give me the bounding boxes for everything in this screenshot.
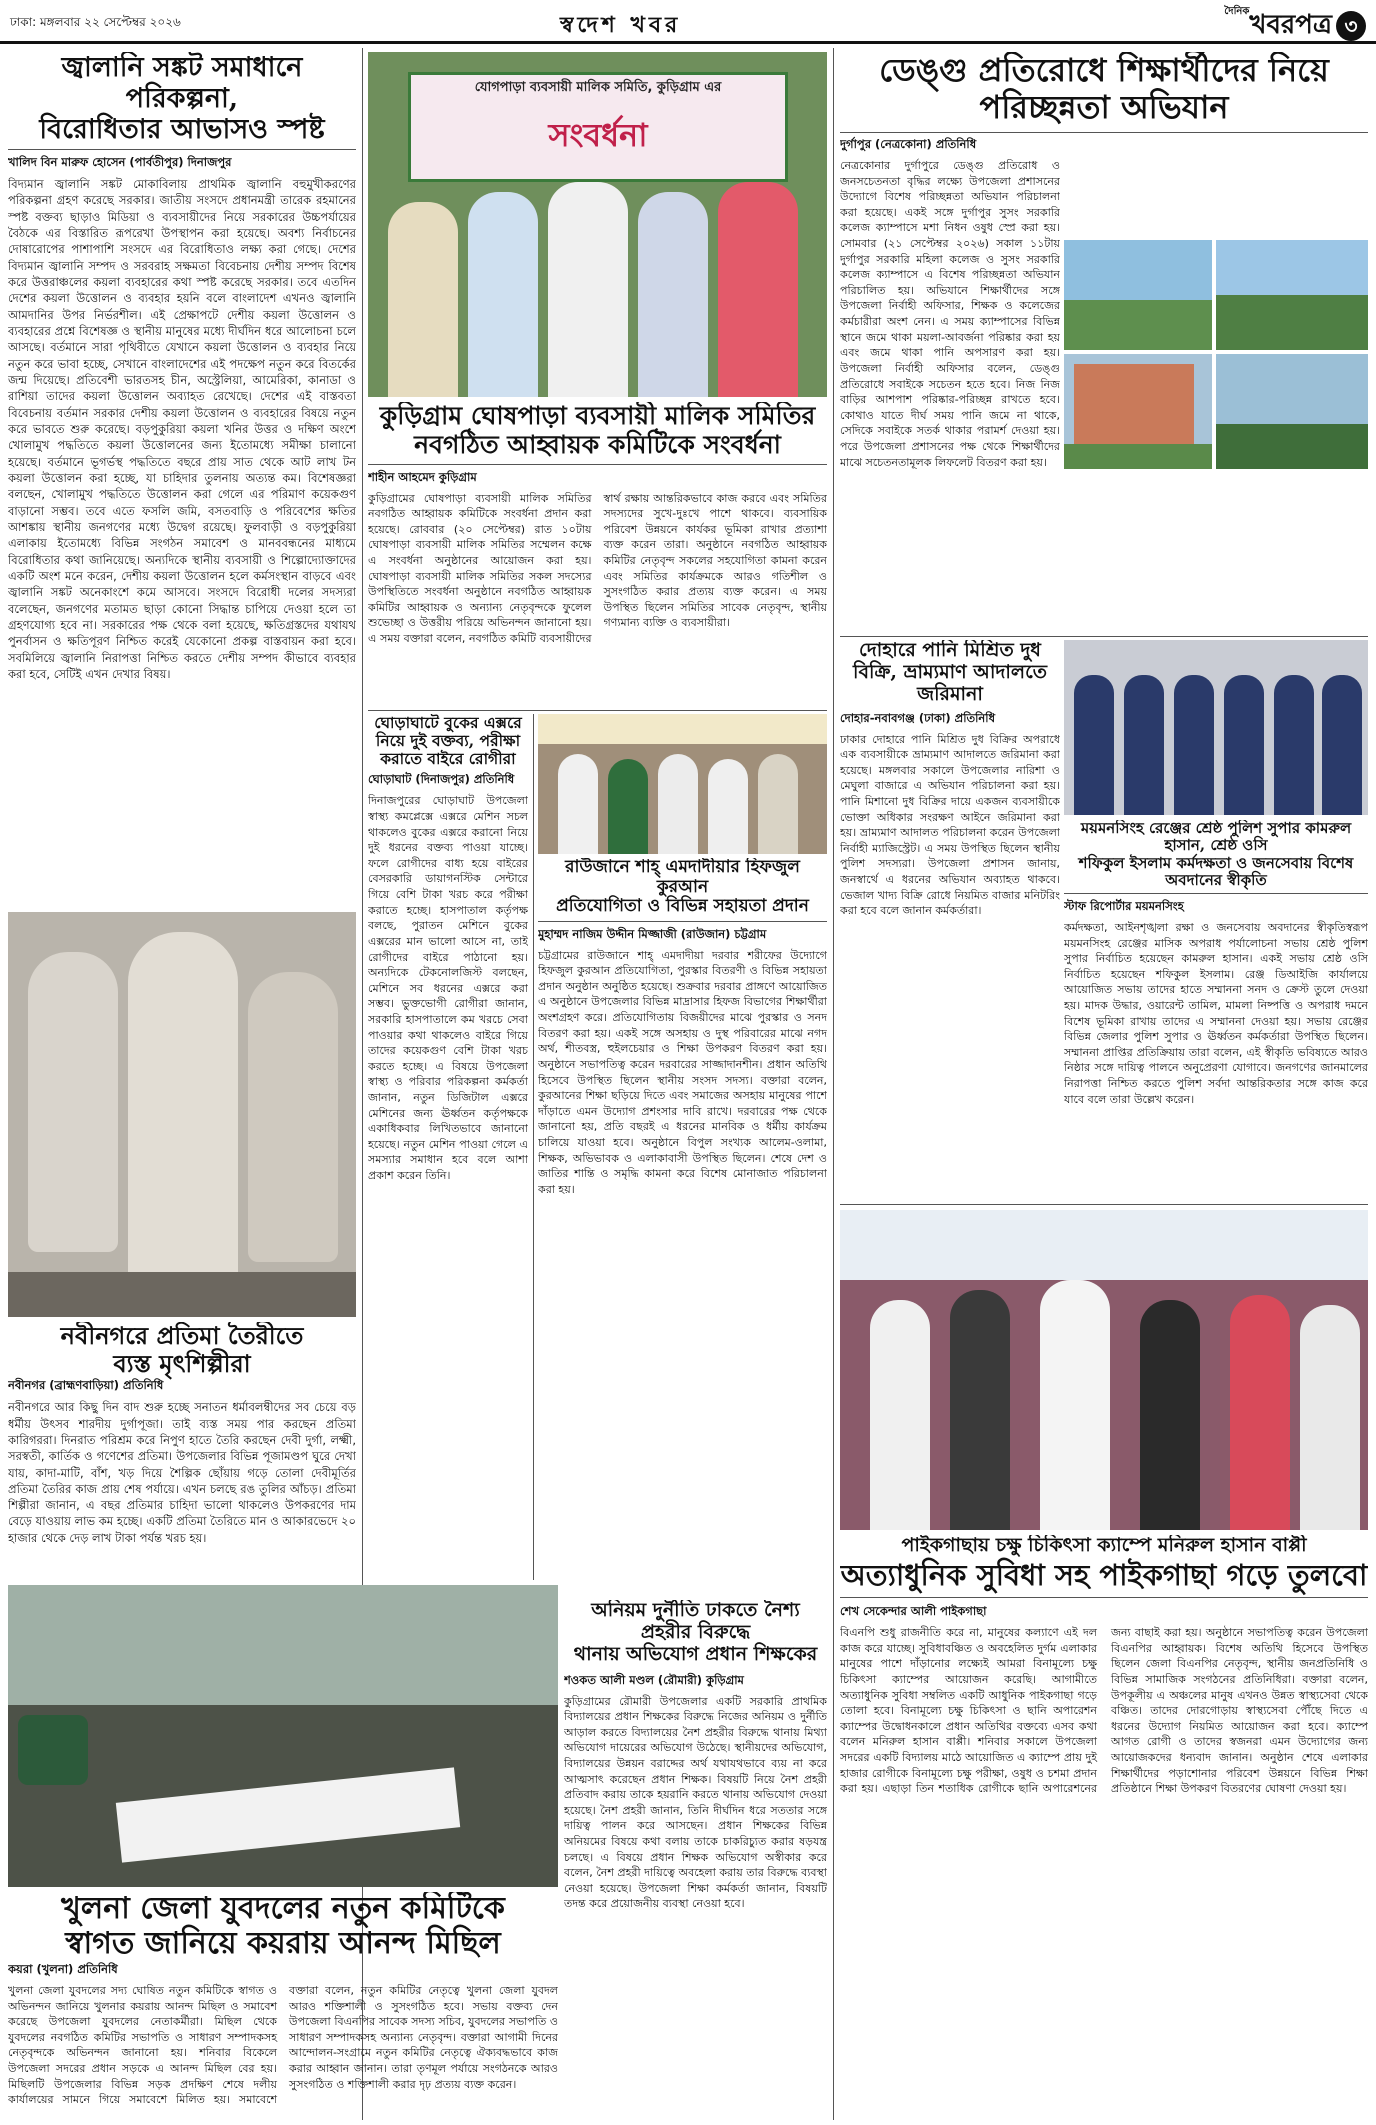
article-byline: শেখ সেকেন্দার আলী পাইকগাছা — [840, 1604, 987, 1619]
headline-line: ময়মনসিংহ রেঞ্জের শ্রেষ্ঠ পুলিশ সুপার কামরুল হাসান, শ্রেষ্ঠ ওসি — [1080, 820, 1352, 855]
article-kurigram — [368, 402, 827, 707]
kurigram-photo — [368, 52, 827, 397]
article-byline: নবীনগর (ব্রাহ্মণবাড়িয়া) প্রতিনিধি — [8, 1378, 164, 1393]
dengue-photo — [1064, 240, 1212, 350]
dengue-photo — [1064, 354, 1212, 469]
article-dengue — [840, 136, 1060, 631]
masthead — [1224, 4, 1366, 44]
article-police — [1064, 820, 1368, 1200]
article-byline: কয়রা (খুলনা) প্রতিনিধি — [8, 1962, 118, 1976]
headline-line: অনিয়ম দুর্নীতি ঢাকতে নৈশ্য প্রহরীর বিরুদ্ধে — [591, 1600, 800, 1643]
article-headline — [840, 52, 1368, 126]
headline-line: রাউজানে শাহ্ এমদাদীয়ার হিফজুল কুরআন — [565, 858, 800, 897]
paikgacha-photo — [840, 1210, 1368, 1530]
article-headline — [538, 858, 827, 917]
article-body: কুড়িগ্রামের ঘোষপাড়া ব্যবসায়ী মালিক সমিতির নবগঠিত আহ্বায়ক কমিটিকে সংবর্ধনা প্রদান করা হয়েছে। রোববার (২০ সেপ্টেম্বর) রাত ১০টায় ঘোষপাড়া ব্যবসায়ী মালিক সমিতির সম্মেলন কক্ষে এ সংবর্ধনা অনুষ্ঠানের আয়োজন করা হয়। ঘোষপাড়া ব্যবসায়ী মালিক সমিতির সকল সদস্যের উপস্থিতিতে সংবর্ধনা অনুষ্ঠানে নবগঠিত আহ্বায়ক কমিটির আহ্বায়ক ও অন্যান্য নেতৃবৃন্দকে ফুলেল শুভেচ্ছা ও উত্তরীয় পরিয়ে অভিনন্দন জানানো হয়। এ সময় বক্তারা বলেন, নবগঠিত কমিটি ব্যবসায়ীদের স্বার্থ রক্ষায় আন্তরিকভাবে কাজ করবে এবং সমিতির সদস্যদের সুখে-দুঃখে পাশে থাকবে। ব্যবসায়িক পরিবেশ উন্নয়নে কার্যকর ভূমিকা রাখার প্রত্যাশা ব্যক্ত করেন তারা। অনুষ্ঠানে নবগঠিত আহ্বায়ক কমিটির নেতৃবৃন্দ সকলের সহযোগিতা কামনা করেন এবং সমিতির কার্যক্রমকে আরও গতিশীল ও সুসংগঠিত করার প্রত্যয় ব্যক্ত করেন। এ সময় উপস্থিত ছিলেন সমিতির সাবেক নেতৃবৃন্দ, স্থানীয় গণ্যমান্য ব্যক্তি ও ব্যবসায়ীরা। — [368, 491, 827, 645]
article-byline: দুর্গাপুর (নেত্রকোনা) প্রতিনিধি — [840, 137, 977, 151]
headline-line: খুলনা জেলা যুবদলের নতুন কমিটিকে — [61, 1892, 505, 1926]
article-byline: শাহীন আহমেদ কুড়িগ্রাম — [368, 469, 477, 484]
article-byline: স্টাফ রিপোর্টার ময়মনসিংহ — [1064, 899, 1184, 913]
article-headline — [564, 1600, 827, 1666]
article-headline — [368, 402, 827, 460]
masthead-small: দৈনিক — [1224, 6, 1250, 17]
section-title: স্বদেশ খবর — [560, 12, 682, 38]
article-body: নেত্রকোনার দুর্গাপুরে ডেঙ্গু প্রতিরোধ ও জনসচেতনতা বৃদ্ধির লক্ষ্যে উপজেলা প্রশাসনের উদ্যোগে বিশেষ পরিচ্ছন্নতা অভিযান পরিচালনা করা হয়েছে। একই সঙ্গে দুর্গাপুর সুসং সরকারি কলেজ ক্যাম্পাসে মশা নিধন ওষুধ স্প্রে করা হয়। সোমবার (২১ সেপ্টেম্বর ২০২৬) সকাল ১১টায় দুর্গাপুর সরকারি মহিলা কলেজ ও সুসং সরকারি কলেজ ক্যাম্পাসে এ বিশেষ পরিচ্ছন্নতা অভিযান পরিচালিত হয়। অভিযানে শিক্ষার্থীদের সঙ্গে উপজেলা নির্বাহী অফিসার, শিক্ষক ও কলেজের কর্মচারীরা অংশ নেন। এ সময় ক্যাম্পাসের বিভিন্ন স্থানে জমে থাকা ময়লা-আবর্জনা পরিষ্কার করা হয় এবং জমে থাকা পানি অপসারণ করা হয়। উপজেলা নির্বাহী অফিসার বলেন, ডেঙ্গু প্রতিরোধে সবাইকে সচেতন হতে হবে। নিজ নিজ বাড়ির আশপাশ পরিষ্কার-পরিচ্ছন্ন রাখতে হবে। কোথাও যাতে দীর্ঘ সময় পানি জমে না থাকে, সেদিকে সবাইকে সতর্ক থাকার পরামর্শ দেওয়া হয়। পরে উপজেলা প্রশাসনের পক্ষ থেকে শিক্ষার্থীদের মাঝে সচেতনতামূলক লিফলেট বিতরণ করা হয়। — [840, 159, 1060, 469]
headline-line: নবগঠিত আহ্বায়ক কমিটিকে সংবর্ধনা — [414, 429, 781, 459]
article-subheadline: পাইকগাছায় চক্ষু চিকিৎসা ক্যাম্পে মনিরুল হাসান বাপ্পী — [901, 1535, 1307, 1556]
banner-text: যোগপাড়া ব্যবসায়ী মালিক সমিতি, কুড়িগ্রাম এর — [474, 80, 722, 95]
article-body: নবীনগরে আর কিছু দিন বাদ শুরু হচ্ছে সনাতন ধর্মাবলম্বীদের সব চেয়ে বড় ধর্মীয় উৎসব শারদীয় দুর্গাপূজা। তাই ব্যস্ত সময় পার করছেন প্রতিমা কারিগররা। দিনরাত পরিশ্রম করে নিপুণ হাতে তৈরি করছেন দেবী দুর্গা, লক্ষ্মী, সরস্বতী, কার্তিক ও গণেশের প্রতিমা। উপজেলার বিভিন্ন পূজামণ্ডপ ঘুরে দেখা যায়, কাদা-মাটি, বাঁশ, খড় দিয়ে শৈল্পিক ছোঁয়ায় গড়ে তোলা দেবীমূর্তির প্রতিমা তৈরির কাজ প্রায় শেষ পর্যায়ে। এখন চলছে রঙ তুলির আঁচড়। প্রতিমা শিল্পীরা জানান, এ বছর প্রতিমার চাহিদা ভালো থাকলেও উপকরণের দাম বেড়ে যাওয়ায় লাভ কম হচ্ছে। একটি প্রতিমা তৈরিতে মান ও আকারভেদে ২০ হাজার থেকে দেড় লাখ টাকা পর্যন্ত খরচ হয়। — [8, 1400, 356, 1545]
article-body: কুড়িগ্রামের রৌমারী উপজেলার একটি সরকারি প্রাথমিক বিদ্যালয়ের প্রধান শিক্ষকের বিরুদ্ধে নিজের অনিয়ম ও দুর্নীতি আড়াল করতে বিদ্যালয়ের নৈশ প্রহরীর বিরুদ্ধে থানায় মিথ্যা অভিযোগ দায়েরের অভিযোগ উঠেছে। স্থানীয়দের অভিযোগ, বিদ্যালয়ের উন্নয়ন বরাদ্দের অর্থ যথাযথভাবে ব্যয় না করে আত্মসাৎ করেছেন প্রধান শিক্ষক। বিষয়টি নিয়ে নৈশ প্রহরী প্রতিবাদ করায় তাকে হয়রানি করতে থানায় অভিযোগ দেওয়া হয়েছে। নৈশ প্রহরী জানান, তিনি দীর্ঘদিন ধরে সততার সঙ্গে দায়িত্ব পালন করে আসছেন। প্রধান শিক্ষকের বিভিন্ন অনিয়মের বিষয়ে কথা বলায় তাকে চাকরিচ্যুত করার ষড়যন্ত্র চলছে। এ বিষয়ে প্রধান শিক্ষক অভিযোগ অস্বীকার করে বলেন, নৈশ প্রহরী দায়িত্বে অবহেলা করায় তার বিরুদ্ধে ব্যবস্থা নেওয়া হয়েছে। উপজেলা শিক্ষা কর্মকর্তা জানান, বিষয়টি তদন্ত করে প্রয়োজনীয় ব্যবস্থা নেওয়া হবে। — [564, 1694, 827, 1911]
headline-line: শফিকুল ইসলাম কর্মদক্ষতা ও জনসেবায় বিশেষ অবদানের স্বীকৃতি — [1078, 853, 1354, 889]
article-headline: দোহারে পানি মিশ্রিত দুধ বিক্রি, ভ্রাম্যমাণ আদালতে জরিমানা — [853, 640, 1047, 705]
headline-line: পরিচ্ছন্নতা অভিযান — [979, 87, 1229, 126]
raozan-photo — [538, 714, 827, 854]
article-dengue-continued — [1064, 474, 1368, 634]
article-milk — [840, 640, 1060, 1200]
headline-line: কুড়িগ্রাম ঘোষপাড়া ব্যবসায়ী মালিক সমিতির — [379, 402, 816, 430]
procession-photo — [8, 1585, 558, 1887]
article-khulna — [8, 1892, 558, 2120]
dengue-photo — [1216, 240, 1368, 350]
headline-line: ব্যস্ত মৃৎশিল্পীরা — [113, 1348, 251, 1378]
article-body: দিনাজপুরের ঘোড়াঘাট উপজেলা স্বাস্থ্য কমপ্লেক্সে এক্সরে মেশিন সচল থাকলেও বুকের এক্সরে করানো নিয়ে দুই ধরনের বক্তব্য পাওয়া যাচ্ছে। ফলে রোগীদের বাধ্য হয়ে বাইরের বেসরকারি ডায়াগনস্টিক সেন্টারে গিয়ে বেশি টাকা খরচ করে পরীক্ষা করাতে হচ্ছে। হাসপাতাল কর্তৃপক্ষ বলছে, পুরাতন মেশিনে বুকের এক্সরের মান ভালো আসে না, তাই রোগীদের বাইরে পাঠানো হয়। অন্যদিকে টেকনোলজিস্ট বলছেন, মেশিনে সব ধরনের এক্সরে করা সম্ভব। ভুক্তভোগী রোগীরা জানান, সরকারি হাসপাতালে কম খরচে সেবা পাওয়ার কথা থাকলেও বাইরে গিয়ে তাদের কয়েকগুণ বেশি টাকা খরচ করতে হচ্ছে। এ বিষয়ে উপজেলা স্বাস্থ্য ও পরিবার পরিকল্পনা কর্মকর্তা জানান, নতুন ডিজিটাল এক্সরে মেশিনের জন্য ঊর্ধ্বতন কর্তৃপক্ষকে একাধিকবার লিখিতভাবে জানানো হয়েছে। নতুন মেশিন পাওয়া গেলে এ সমস্যার সমাধান হবে বলে আশা প্রকাশ করেন তিনি। — [368, 794, 528, 1183]
article-paikgacha — [840, 1535, 1368, 2120]
article-corruption — [564, 1600, 827, 2120]
article-headline — [1064, 820, 1368, 889]
headline-line: ডেঙ্গু প্রতিরোধে শিক্ষার্থীদের নিয়ে — [879, 52, 1329, 89]
article-byline: শওকত আলী মণ্ডল (রৌমারী) কুড়িগ্রাম — [564, 1672, 744, 1687]
article-headline — [8, 52, 356, 145]
column-rule — [833, 48, 834, 2120]
article-headline: ঘোড়াঘাটে বুকের এক্সরে নিয়ে দুই বক্তব্য, পরীক্ষা করাতে বাইরে রোগীরা — [374, 714, 522, 768]
masthead-title: খবরপত্র — [1249, 10, 1332, 40]
article-raozan — [538, 858, 827, 1570]
dengue-photo — [1216, 354, 1368, 469]
page-number: ৩ — [1336, 11, 1366, 41]
article-body: ঢাকার দোহারে পানি মিশ্রিত দুধ বিক্রির অপরাধে এক ব্যবসায়ীকে ভ্রাম্যমাণ আদালতে জরিমানা করা হয়েছে। মঙ্গলবার সকালে উপজেলার নারিশা ও মেঘুলা বাজারে এ অভিযান পরিচালনা করা হয়। পানি মিশানো দুধ বিক্রির দায়ে একজন ব্যবসায়ীকে ভোক্তা অধিকার সংরক্ষণ আইনে জরিমানা করা হয়। ভ্রাম্যমাণ আদালত পরিচালনা করেন উপজেলা নির্বাহী ম্যাজিস্ট্রেট। এ সময় উপস্থিত ছিলেন স্থানীয় পুলিশ সদস্যরা। উপজেলা প্রশাসন জানায়, জনস্বার্থে এ ধরনের অভিযান অব্যাহত থাকবে। ভেজাল খাদ্য বিক্রি রোধে নিয়মিত বাজার মনিটরিং করা হবে বলে জানান কর্মকর্তারা। — [840, 732, 1060, 918]
article-ghoraghat — [368, 714, 528, 1580]
dateline: ঢাকা: মঙ্গলবার ২২ সেপ্টেম্বর ২০২৬ — [10, 15, 181, 29]
article-byline: ঘোড়াঘাট (দিনাজপুর) প্রতিনিধি — [368, 772, 515, 787]
article-byline: মুহাম্মদ নাজিম উদ্দীন মিজ্জাজী (রাউজান) চট্টগ্রাম — [538, 926, 767, 941]
article-byline: দোহার-নবাবগঞ্জ (ঢাকা) প্রতিনিধি — [840, 710, 996, 725]
headline-line: জ্বালানি সঙ্কট সমাধানে পরিকল্পনা, — [61, 52, 303, 115]
article-body: বিদ্যমান জ্বালানি সঙ্কট মোকাবিলায় প্রাথমিক জ্বালানি বহুমুখীকরণের পরিকল্পনা গ্রহণ করেছে সরকার। জাতীয় সংসদে প্রধানমন্ত্রী তারেক রহমানের স্পষ্ট বক্তব্য ছাড়াও মিডিয়া ও ব্যবসায়ীদের নিয়ে সরকারের উচ্চপর্যায়ের বৈঠকে এর বিস্তারিত রূপরেখা উপস্থাপন করা হয়েছে। অবশ্য নির্বাচনের দোষারোপের পাশাপাশি সংসদে এর বিরোধিতাও লক্ষ্য করা গেছে। দেশের বিদ্যমান জ্বালানি সম্পদ ও সরবরাহ সক্ষমতা বিবেচনায় দেশীয় সম্পদ বিশেষ করে উত্তরাঞ্চলের কয়লা ব্যবহারের কথা স্পষ্ট করেছে সরকার। তবে এতদিন দেশের কয়লা উত্তোলন ও ব্যবহার হয়নি বলে বাংলাদেশ এখনও জ্বালানি আমদানির উপর নির্ভরশীল। এই প্রেক্ষাপটে দেশীয় কয়লা উত্তোলন ও ব্যবহারের প্রশ্নে বিশেষজ্ঞ ও স্থানীয় মানুষের মধ্যে দীর্ঘদিন ধরে আলোচনা চলে আসছে। বর্তমানে সারা পৃথিবীতে যেখানে কয়লা উত্তোলন ও ব্যবহার নিয়ে নতুন করে ভাবা হচ্ছে, সেখানে বাংলাদেশের এই পদক্ষেপ নতুন করে বিতর্কের জন্ম দিয়েছে। প্রতিবেশী ভারতসহ চীন, অস্ট্রেলিয়া, আমেরিকা, কানাডা ও রাশিয়া তাদের কয়লা উত্তোলন অব্যাহত রেখেছে। দেশের এই বাস্তবতা বিবেচনায় বর্তমান সরকার দেশীয় কয়লা উত্তোলন ও ব্যবহারের বিষয়ে নতুন করে ভাবতে শুরু করেছে। বড়পুকুরিয়া কয়লা খনির উত্তর ও দক্ষিণ অংশে খোলামুখ পদ্ধতিতে কয়লা উত্তোলনের জন্য ইতোমধ্যে সমীক্ষা চালানো হয়েছে। বর্তমানে ভূগর্ভস্থ পদ্ধতিতে বছরে প্রায় সাত থেকে আট লাখ টন কয়লা উত্তোলন করা হচ্ছে, যা চাহিদার তুলনায় অত্যন্ত কম। বিশেষজ্ঞরা বলছেন, খোলামুখ পদ্ধতিতে উত্তোলন করা গেলে এর পরিমাণ কয়েকগুণ বাড়ানো সম্ভব। তবে এতে ফসলি জমি, বসতবাড়ি ও পরিবেশের ক্ষতির আশঙ্কায় স্থানীয় জনগণের মধ্যে উদ্বেগ রয়েছে। ফুলবাড়ী ও বড়পুকুরিয়া এলাকায় ইতোমধ্যে বিভিন্ন সংগঠন সমাবেশ ও মানববন্ধনের মাধ্যমে বিরোধিতার কথা জানিয়েছে। অন্যদিকে স্থানীয় ব্যবসায়ী ও শিল্পোদ্যোক্তাদের একটি অংশ মনে করেন, দেশীয় কয়লা উত্তোলন হলে কর্মসংস্থান বাড়বে এবং জ্বালানি সঙ্কট অনেকাংশে কমে আসবে। সংসদে বিরোধী দলের সদস্যরা বলেছেন, জনগণের মতামত ছাড়া কোনো সিদ্ধান্ত চাপিয়ে দেওয়া হলে তা গ্রহণযোগ্য হবে না। সরকারের পক্ষ থেকে বলা হয়েছে, ক্ষতিগ্রস্তদের যথাযথ পুনর্বাসন ও ক্ষতিপূরণ নিশ্চিত করেই যেকোনো প্রকল্প বাস্তবায়ন করা হবে। সবমিলিয়ে জ্বালানি নিরাপত্তা নিশ্চিত করতে দেশীয় সম্পদ কীভাবে ব্যবহার করা হবে, সেটিই এখন দেখার বিষয়। — [8, 177, 356, 681]
page-header — [0, 0, 1376, 44]
article-body: চট্টগ্রামের রাউজানে শাহ্ এমদাদীয়া দরবার শরীফের উদ্যোগে হিফজুল কুরআন প্রতিযোগিতা, পুরস্কার বিতরণী ও বিভিন্ন সহায়তা প্রদান অনুষ্ঠান অনুষ্ঠিত হয়েছে। শুক্রবার দরবার প্রাঙ্গণে আয়োজিত এ অনুষ্ঠানে উপজেলার বিভিন্ন মাদ্রাসার হিফজ বিভাগের শিক্ষার্থীরা অংশগ্রহণ করে। প্রতিযোগিতায় বিজয়ীদের মাঝে পুরস্কার ও সনদ বিতরণ করা হয়। একই সঙ্গে অসহায় ও দুস্থ পরিবারের মাঝে নগদ অর্থ, শীতবস্ত্র, হুইলচেয়ার ও শিক্ষা উপকরণ বিতরণ করা হয়। অনুষ্ঠানে সভাপতিত্ব করেন দরবারের সাজ্জাদানশীন। প্রধান অতিথি হিসেবে উপস্থিত ছিলেন স্থানীয় সংসদ সদস্য। বক্তারা বলেন, কুরআনের শিক্ষা ছড়িয়ে দিতে এবং সমাজের অসহায় মানুষের পাশে দাঁড়াতে এমন উদ্যোগ প্রশংসার দাবি রাখে। দরবারের পক্ষ থেকে জানানো হয়, প্রতি বছরই এ ধরনের মানবিক ও ধর্মীয় কার্যক্রম চালিয়ে যাওয়া হবে। অনুষ্ঠানে বিপুল সংখ্যক আলেম-ওলামা, শিক্ষক, অভিভাবক ও এলাকাবাসী উপস্থিত ছিলেন। শেষে দেশ ও জাতির শান্তি ও সমৃদ্ধি কামনা করে বিশেষ মোনাজাত পরিচালনা করা হয়। — [538, 948, 827, 1196]
article-headline — [8, 1322, 356, 1377]
headline-line: নবীনগরে প্রতিমা তৈরীতে — [60, 1322, 304, 1350]
article-headline — [8, 1892, 558, 1961]
article-byline: খালিদ বিন মারুফ হোসেন (পার্বতীপুর) দিনাজপুর — [8, 155, 232, 170]
headline-line: প্রতিযোগিতা ও বিভিন্ন সহায়তা প্রদান — [556, 896, 809, 917]
idol-photo — [8, 912, 356, 1317]
police-photo — [1064, 640, 1368, 815]
article-body: খুলনা জেলা যুবদলের সদ্য ঘোষিত নতুন কমিটিকে স্বাগত ও অভিনন্দন জানিয়ে খুলনার কয়রায় আনন্দ মিছিল ও সমাবেশ করেছে উপজেলা যুবদলের নেতাকর্মীরা। মিছিল থেকে যুবদলের নবগঠিত কমিটির সভাপতি ও সাধারণ সম্পাদকসহ নেতৃবৃন্দকে অভিনন্দন জানানো হয়। শনিবার বিকেলে উপজেলা সদরের প্রধান সড়কে এ আনন্দ মিছিল বের হয়। মিছিলটি উপজেলার বিভিন্ন সড়ক প্রদক্ষিণ শেষে দলীয় কার্যালয়ের সামনে গিয়ে সমাবেশে মিলিত হয়। সমাবেশে বক্তারা বলেন, নতুন কমিটির নেতৃত্বে খুলনা জেলা যুবদল আরও শক্তিশালী ও সুসংগঠিত হবে। সভায় বক্তব্য দেন উপজেলা বিএনপির সাবেক সদস্য সচিব, যুবদলের সভাপতি ও সাধারণ সম্পাদকসহ অন্যান্য নেতৃবৃন্দ। বক্তারা আগামী দিনের আন্দোলন-সংগ্রামে নতুন কমিটির নেতৃত্বে ঐক্যবদ্ধভাবে কাজ করার আহ্বান জানান। তারা তৃণমূল পর্যায়ে সংগঠনকে আরও সুসংগঠিত ও শক্তিশালী করার দৃঢ় প্রত্যয় ব্যক্ত করেন। — [8, 1984, 558, 2107]
article-fuel — [8, 52, 356, 907]
headline-line: স্বাগত জানিয়ে কয়রায় আনন্দ মিছিল — [65, 1925, 501, 1961]
article-headline: অত্যাধুনিক সুবিধা সহ পাইকগাছা গড়ে তুলবো — [840, 1557, 1368, 1592]
headline-line: বিরোধিতার আভাসও স্পষ্ট — [39, 114, 325, 146]
headline-line: থানায় অভিযোগ প্রধান শিক্ষকের — [573, 1642, 818, 1665]
article-body: বিএনপি শুধু রাজনীতি করে না, মানুষের কল্যাণে এই দল কাজ করে যাচ্ছে। সুবিধাবঞ্চিত ও অবহেলিত দুর্গম এলাকার মানুষের পাশে দাঁড়ানোর লক্ষ্যেই আমরা বিনামূল্যে চক্ষু চিকিৎসা ক্যাম্পের আয়োজন করেছি। আগামীতে অত্যাধুনিক সুবিধা সম্বলিত একটি আধুনিক পাইকগাছা গড়ে তোলা হবে। বিনামূল্যে চক্ষু চিকিৎসা ও ছানি অপারেশন ক্যাম্পের উদ্বোধনকালে প্রধান অতিথির বক্তব্যে এসব কথা বলেন মনিরুল হাসান বাপ্পী। শনিবার সকালে উপজেলা সদরের একটি বিদ্যালয় মাঠে আয়োজিত এ ক্যাম্পে প্রায় দুই হাজার রোগীকে বিনামূল্যে চক্ষু পরীক্ষা, ওষুধ ও চশমা প্রদান করা হয়। এছাড়া তিন শতাধিক রোগীকে ছানি অপারেশনের জন্য বাছাই করা হয়। অনুষ্ঠানে সভাপতিত্ব করেন উপজেলা বিএনপির আহ্বায়ক। বিশেষ অতিথি হিসেবে উপস্থিত ছিলেন জেলা বিএনপির নেতৃবৃন্দ, স্থানীয় জনপ্রতিনিধি ও বিভিন্ন সামাজিক সংগঠনের প্রতিনিধিরা। বক্তারা বলেন, উপকূলীয় এ অঞ্চলের মানুষ এখনও উন্নত স্বাস্থ্যসেবা থেকে বঞ্চিত। তাদের দোরগোড়ায় স্বাস্থ্যসেবা পৌঁছে দিতে এ ধরনের উদ্যোগ নিয়মিত আয়োজন করা হবে। ক্যাম্পে আগত রোগী ও তাদের স্বজনরা এমন উদ্যোগের জন্য আয়োজকদের ধন্যবাদ জানান। অনুষ্ঠান শেষে এলাকার শিক্ষার্থীদের পড়াশোনার পরিবেশ উন্নয়নে বিভিন্ন শিক্ষা প্রতিষ্ঠানে শিক্ষা উপকরণ বিতরণের ঘোষণা দেওয়া হয়। — [840, 1626, 1368, 1796]
banner-title: সংবর্ধনা — [548, 116, 648, 154]
article-body: কর্মদক্ষতা, আইনশৃঙ্খলা রক্ষা ও জনসেবায় অবদানের স্বীকৃতিস্বরূপ ময়মনসিংহ রেঞ্জের মাসিক অপরাধ পর্যালোচনা সভায় শ্রেষ্ঠ পুলিশ সুপার নির্বাচিত হয়েছেন কামরুল হাসান। একই সভায় শ্রেষ্ঠ ওসি নির্বাচিত হয়েছেন শফিকুল ইসলাম। রেঞ্জ ডিআইজি কার্যালয়ে আয়োজিত সভায় তাদের হাতে সম্মাননা সনদ ও ক্রেস্ট তুলে দেওয়া হয়। মাদক উদ্ধার, ওয়ারেন্ট তামিল, মামলা নিষ্পত্তি ও অপরাধ দমনে বিশেষ ভূমিকা রাখায় তাদের এ সম্মাননা দেওয়া হয়। সভায় রেঞ্জের বিভিন্ন জেলার পুলিশ সুপার ও ঊর্ধ্বতন কর্মকর্তারা উপস্থিত ছিলেন। সম্মাননা প্রাপ্তির প্রতিক্রিয়ায় তারা বলেন, এই স্বীকৃতি ভবিষ্যতে আরও নিষ্ঠার সঙ্গে দায়িত্ব পালনে অনুপ্রেরণা যোগাবে। জনগণের জানমালের নিরাপত্তা নিশ্চিত করতে পুলিশ সর্বদা আন্তরিকতার সঙ্গে কাজ করে যাবে বলে তারা উল্লেখ করেন। — [1064, 921, 1368, 1106]
article-idol — [8, 1322, 356, 1580]
